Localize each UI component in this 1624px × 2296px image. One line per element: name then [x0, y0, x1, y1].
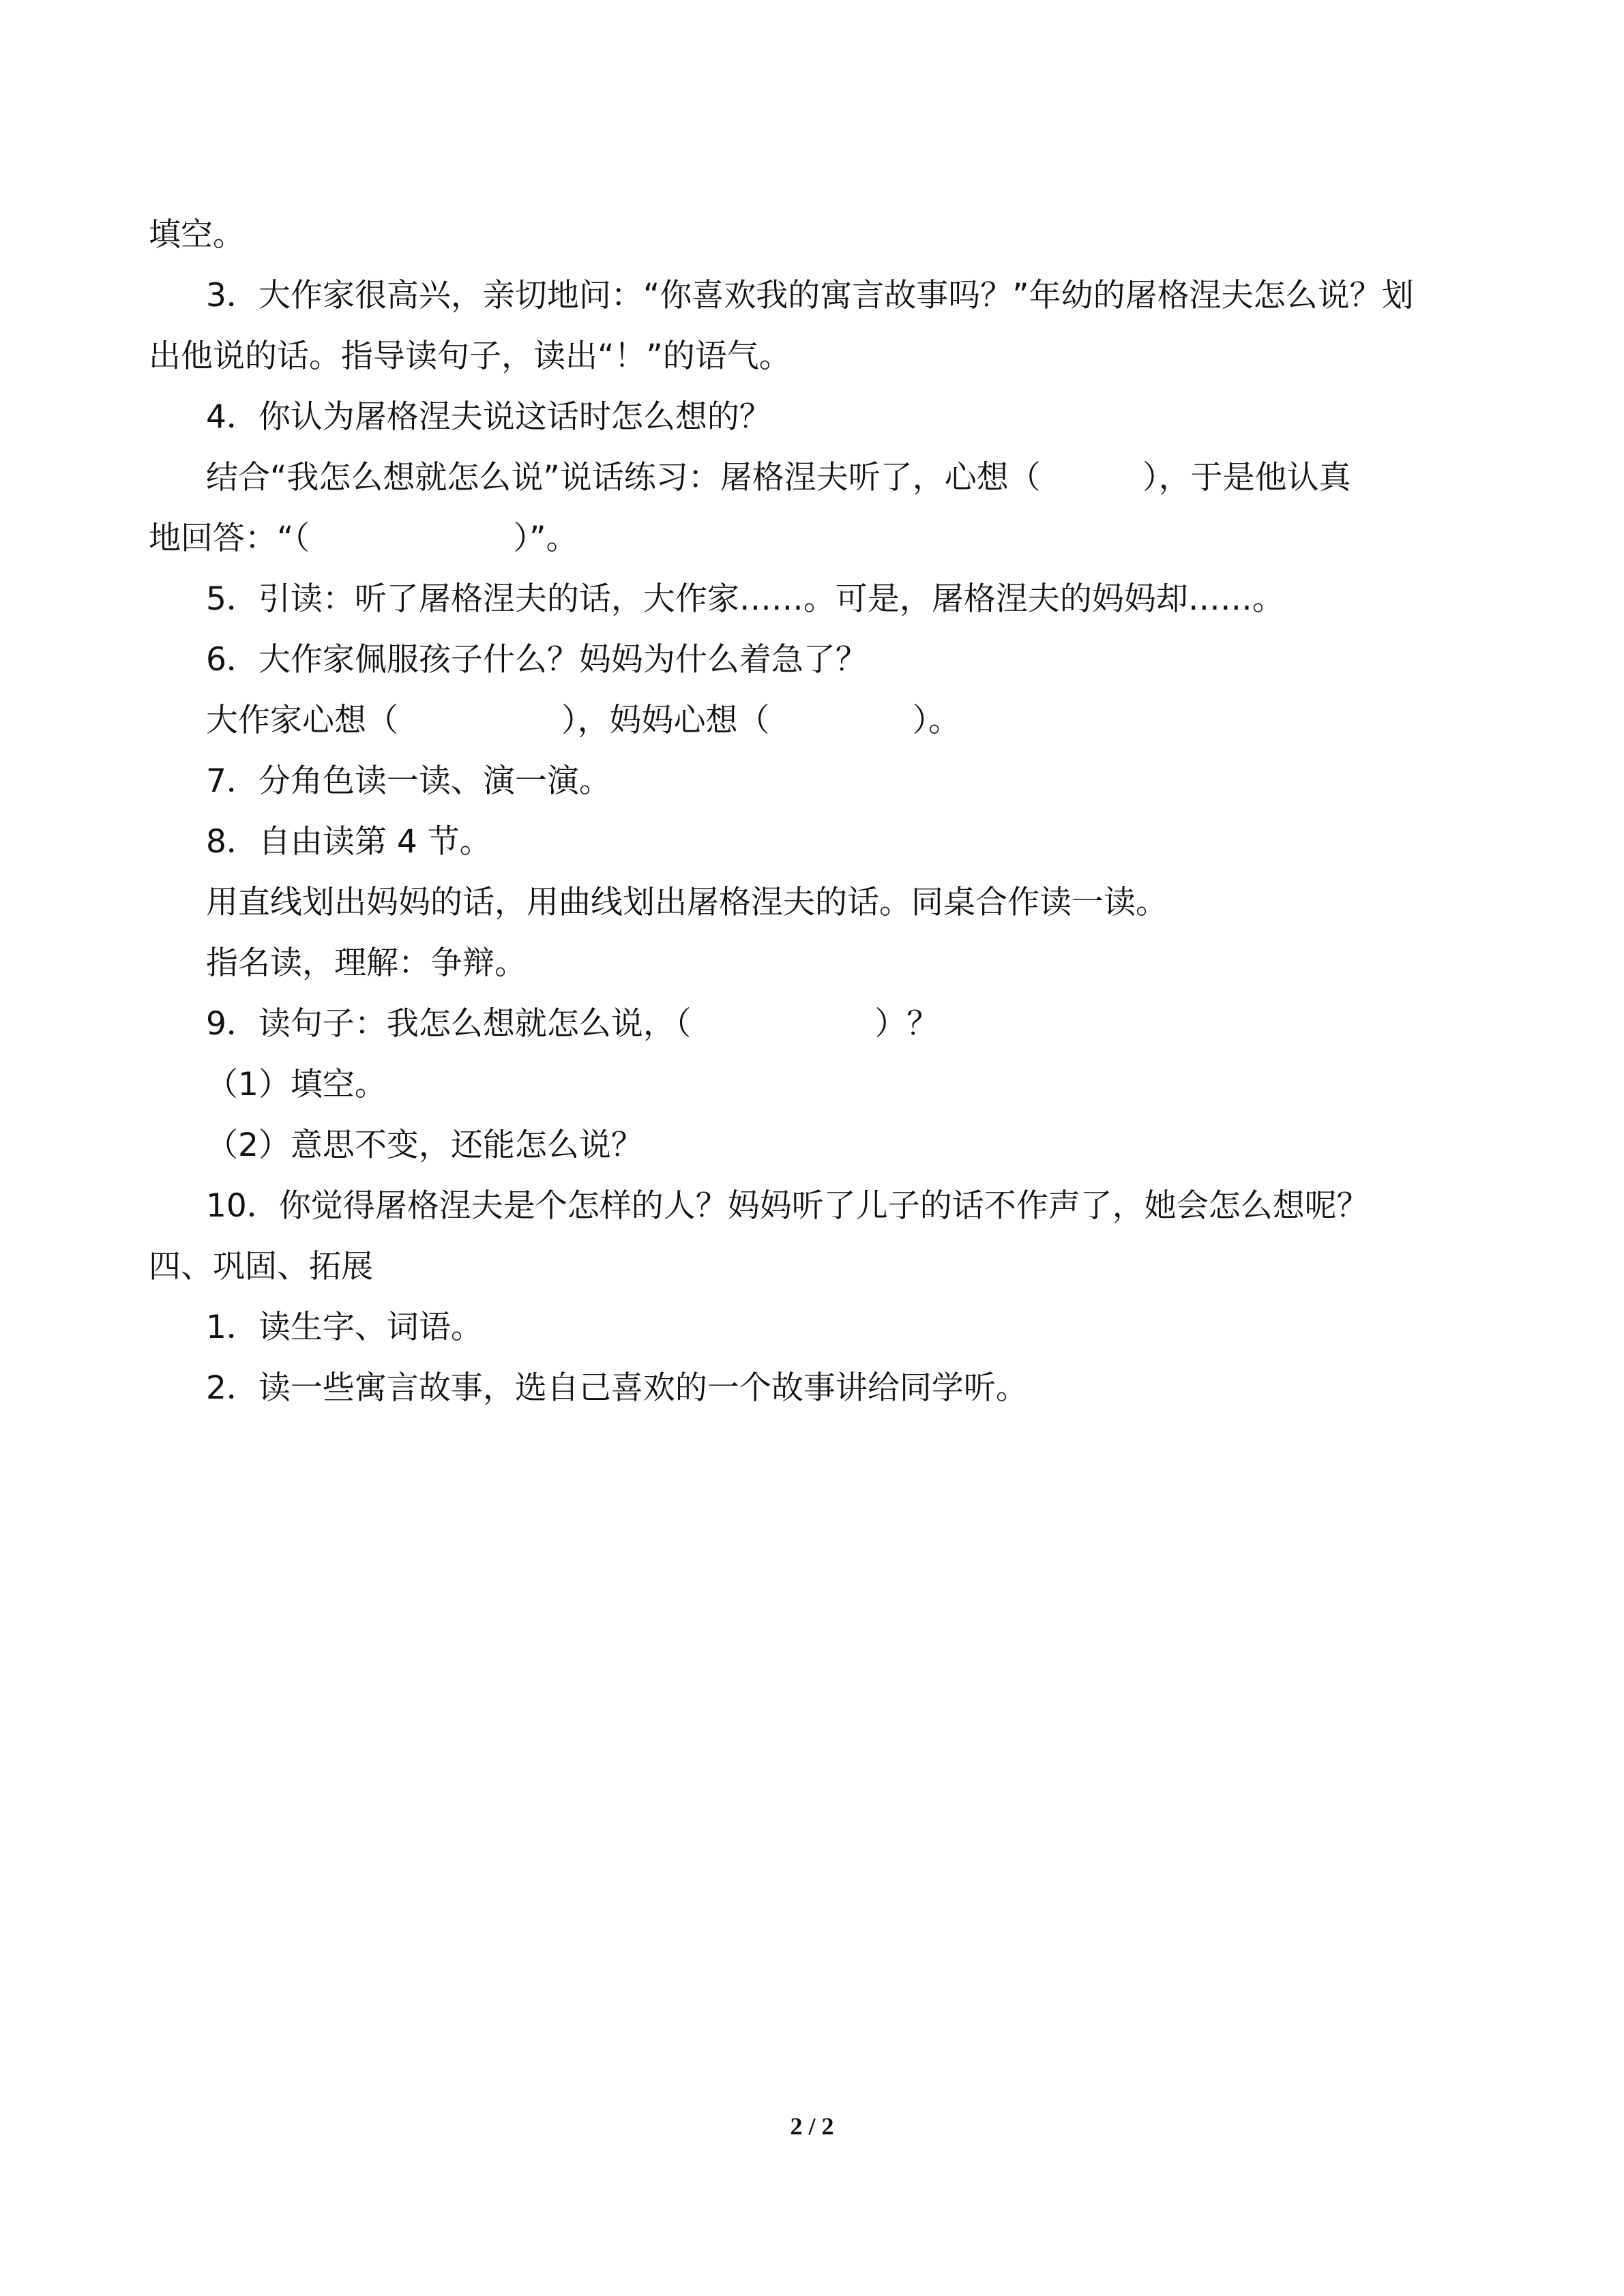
text-line: （1）填空。 — [206, 1066, 387, 1103]
text-line: 地回答：“（ ）”。 — [149, 520, 578, 557]
text-line: （2）意思不变，还能怎么说？ — [206, 1127, 643, 1164]
text-line: 9．读句子：我怎么想就怎么说，（ ）？ — [206, 1005, 939, 1043]
text-line: 10．你觉得屠格涅夫是个怎样的人？妈妈听了儿子的话不作声了，她会怎么想呢？ — [206, 1187, 1369, 1225]
document-body — [149, 205, 1486, 1418]
text-line: 填空。 — [149, 216, 245, 254]
text-line: 7．分角色读一读、演一演。 — [206, 762, 611, 800]
page-number: 2 / 2 — [790, 2113, 834, 2140]
text-line: 5．引读：听了屠格涅夫的话，大作家……。可是，屠格涅夫的妈妈却……。 — [206, 580, 1284, 618]
text-line: 大作家心想（ ），妈妈心想（ ）。 — [206, 702, 961, 739]
text-line: 出他说的话。指导读句子，读出“！”的语气。 — [149, 338, 791, 375]
section-heading: 四、巩固、拓展 — [149, 1248, 373, 1285]
text-line: 4．你认为屠格涅夫说这话时怎么想的？ — [206, 398, 771, 436]
text-line: 结合“我怎么想就怎么说”说话练习：屠格涅夫听了，心想（ ），于是他认真 — [206, 459, 1351, 496]
text-line: 3．大作家很高兴，亲切地问：“你喜欢我的寓言故事吗？”年幼的屠格涅夫怎么说？划 — [206, 277, 1414, 314]
text-line: 8．自由读第 4 节。 — [206, 823, 492, 861]
text-line: 6．大作家佩服孩子什么？妈妈为什么着急了？ — [206, 641, 868, 679]
text-line: 1．读生字、词语。 — [206, 1309, 483, 1346]
text-line: 指名读，理解：争辩。 — [206, 944, 527, 982]
text-line: 2．读一些寓言故事，选自己喜欢的一个故事讲给同学听。 — [206, 1369, 1028, 1407]
text-line: 用直线划出妈妈的话，用曲线划出屠格涅夫的话。同桌合作读一读。 — [206, 884, 1168, 921]
